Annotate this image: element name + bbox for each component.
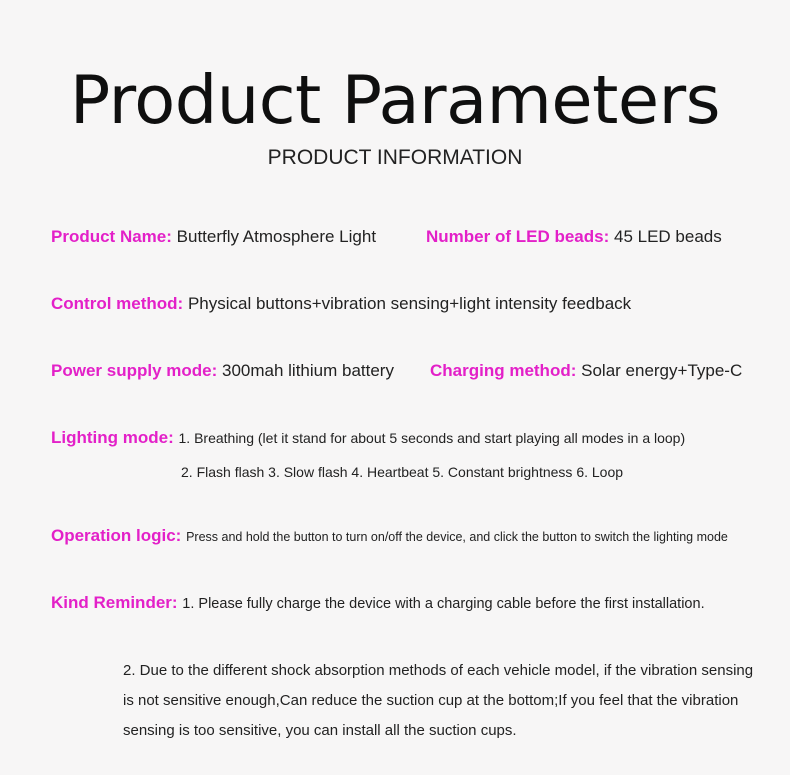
operation-logic-label: Operation logic: — [51, 526, 182, 545]
kind-reminder-label: Kind Reminder: — [51, 593, 178, 612]
control-method-row — [51, 293, 631, 315]
product-name-row — [51, 226, 376, 248]
charging-row — [430, 360, 742, 382]
page-subtitle: PRODUCT INFORMATION — [267, 146, 523, 169]
power-supply-label: Power supply mode: — [51, 361, 218, 380]
operation-logic-row — [51, 525, 728, 548]
led-beads-label: Number of LED beads: — [426, 227, 610, 246]
power-supply-value: 300mah lithium battery — [221, 361, 394, 380]
led-beads-value: 45 LED beads — [613, 227, 722, 246]
control-method-label: Control method: — [51, 294, 184, 313]
lighting-mode-label: Lighting mode: — [51, 428, 174, 447]
power-supply-row — [51, 360, 394, 382]
charging-value: Solar energy+Type-C — [581, 361, 743, 380]
led-beads-row — [426, 226, 722, 248]
operation-logic-value: Press and hold the button to turn on/off the device, and click the button to switch the lighting mode — [186, 530, 728, 544]
charging-label: Charging method: — [430, 361, 577, 380]
lighting-mode-row — [51, 427, 685, 449]
control-method-value: Physical buttons+vibration sensing+light intensity feedback — [187, 294, 632, 313]
lighting-mode-line1: 1. Breathing (let it stand for about 5 seconds and start playing all modes in a loop) — [178, 430, 686, 446]
kind-reminder-line1: 1. Please fully charge the device with a charging cable before the first installation. — [182, 596, 705, 612]
product-name-label: Product Name: — [51, 227, 172, 246]
page-title: Product Parameters — [69, 61, 721, 139]
kind-reminder-row — [51, 592, 705, 615]
lighting-mode-line2: 2. Flash flash 3. Slow flash 4. Heartbeat 5. Constant brightness 6. Loop — [181, 464, 624, 480]
product-name-value: Butterfly Atmosphere Light — [176, 227, 377, 246]
kind-reminder-line2: 2. Due to the different shock absorption methods of each vehicle model, if the vibration sensing is not sensitive enough,Can reduce the suction cup at the bottom;If you feel that the vibration sensing is too sensitive, you can install all the suction cups. — [123, 662, 754, 739]
